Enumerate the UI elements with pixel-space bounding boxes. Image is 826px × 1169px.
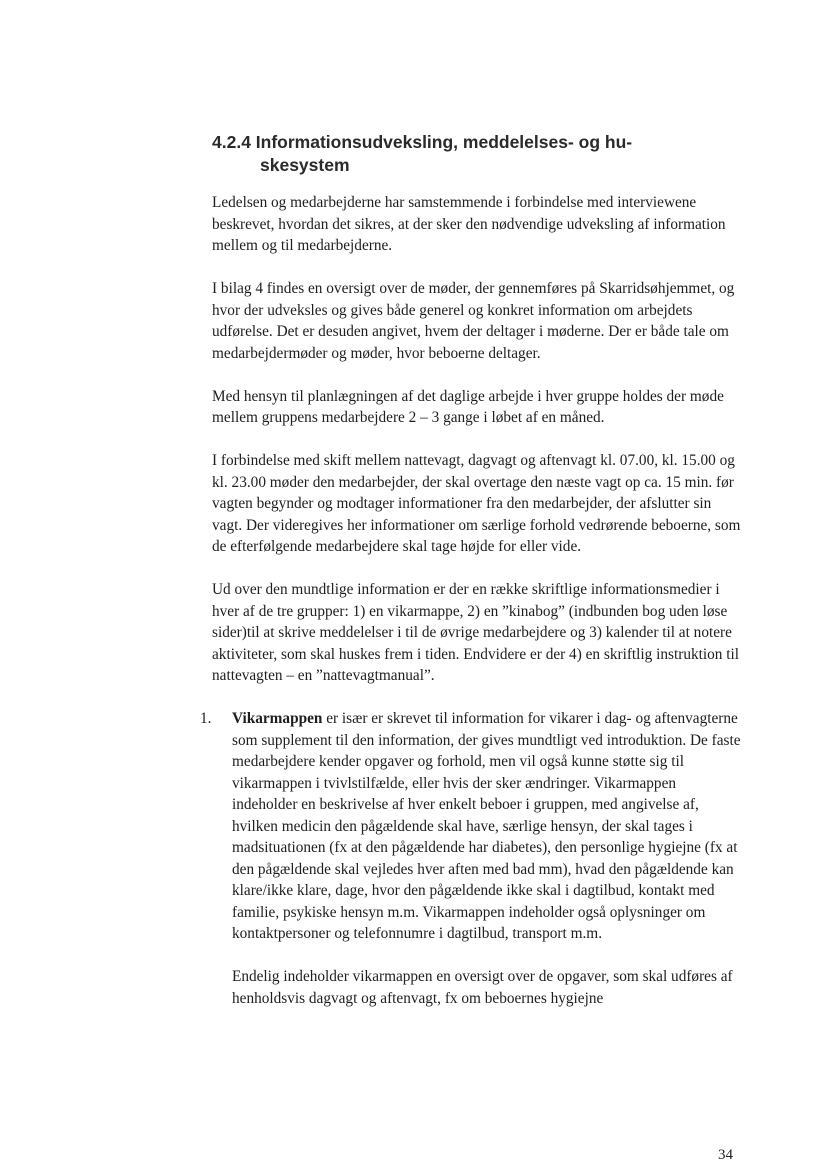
section-heading-line2: skesystem — [260, 155, 350, 175]
body-text — [200, 192, 745, 1031]
section-heading-line1: 4.2.4 Informationsudveksling, meddelelses- og hu- — [212, 132, 633, 152]
paragraph: Ledelsen og medarbejderne har samstemmende i forbindelse med interviewene beskrevet, hvordan det sikres, at der sker den nødvendige udveksling af information mellem og til medarbejderne. — [212, 194, 726, 254]
list-item-number: 1. — [200, 710, 212, 727]
continuation-paragraph: Endelig indeholder vikarmappen en oversigt over de opgaver, som skal udføres af henholdsvis dagvagt og aftenvagt, fx om beboernes hygiejne — [232, 968, 733, 1007]
section-heading — [212, 131, 672, 177]
paragraph: I forbindelse med skift mellem nattevagt, dagvagt og aftenvagt kl. 07.00, kl. 15.00 og kl. 23.00 møder den medarbejder, der skal overtage den næste vagt op ca. 15 min. før vagten begynder og modtager informationer fra den medarbejder, der afslutter sin vagt. Der videregives her informationer om særlige forhold vedrørende beboerne, som de efterfølgende medarbejdere skal tage højde for eller vide. — [212, 452, 741, 555]
list-item-text: er især er skrevet til information for vikarer i dag- og aftenvagterne som supplement til den information, der gives mundtligt ved introduktion. De faste medarbejdere kender opgaver og forhold, men vil også kunne støtte sig til vikarmappen i tvivlstilfælde, eller hvis der sker ændringer. Vikarmappen indeholder en beskrivelse af hver enkelt beboer i gruppen, med angivelse af, hvilken medicin den pågældende skal have, særlige hensyn, der skal tages i madsituationen (fx at den pågældende har diabetes), den personlige hygiejne (fx at den pågældende skal vejledes hver aften med bad mm), hvad den pågældende kan klare/ikke klare, dage, hvor den pågældende ikke skal i dagtilbud, kontakt med familie, psykiske hensyn m.m. Vikarmappen indeholder også oplysninger om kontaktpersoner og telefonnumre i dagtilbud, transport m.m. — [232, 710, 741, 942]
paragraph: Ud over den mundtlige information er der en række skriftlige informationsmedier i hver af de tre grupper: 1) en vikarmappe, 2) en ”kinabog” (indbunden bog uden løse sider)til at skrive meddelelser i til de øvrige medarbejdere og 3) kalender til at notere aktiviteter, som skal huskes frem i tiden. Endvidere er der 4) en skriftlig instruktion til nattevagten – en ”nattevagtmanual”. — [212, 581, 740, 684]
list-item-term: Vikarmappen — [232, 710, 323, 727]
paragraph: I bilag 4 findes en oversigt over de møder, der gennemføres på Skarridsøhjemmet, og hvor der udveksles og gives både generel og konkret information om arbejdets udførelse. Det er desuden angivet, hvem der deltager i møderne. Der er både tale om medarbejdermøder og møder, hvor beboerne deltager. — [212, 280, 735, 362]
list-item — [200, 708, 745, 945]
page-number: 34 — [718, 1147, 733, 1163]
paragraph: Med hensyn til planlægningen af det daglige arbejde i hver gruppe holdes der møde mellem gruppens medarbejdere 2 – 3 gange i løbet af en måned. — [212, 387, 724, 426]
